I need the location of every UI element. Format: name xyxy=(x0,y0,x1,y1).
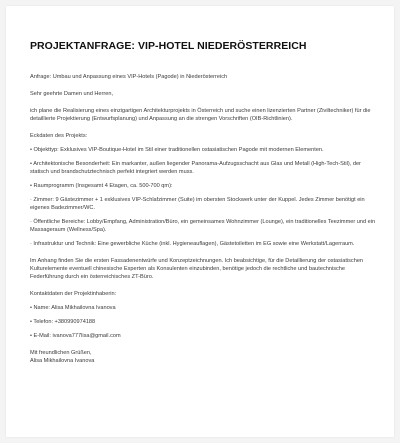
salutation: Sehr geehrte Damen und Herren, xyxy=(30,91,114,97)
key-data-item-architecture: • Architektonische Besonderheit: Ein markanter, außen liegender Panorama-Aufzugsschacht aus Glas und Metall (High-Tech-Stil), der statisch und brandschutztechnisch perfekt integriert werden muss. xyxy=(30,161,361,175)
key-data-heading: Eckdaten des Projekts: xyxy=(30,133,88,139)
contact-heading: Kontaktdaten der Projektinhaberin: xyxy=(30,291,117,297)
closing-paragraph: Im Anhang finden Sie die ersten Fassadenentwürfe und Konzeptzeichnungen. Ich beabsichtige, für die Detaillierung der ostasiatischen Kulturelemente eventuell chinesische Experten als Konsulenten einzubinden, benötige jedoch die rechtliche und bautechnische Federführung durch ein österreichisches ZT-Büro. xyxy=(30,258,364,280)
intro-paragraph: ich plane die Realisierung eines einzigartigen Architekturprojekts in Österreich und suche einen lizenzierten Partner (Ziviltechniker) für die detaillierte Projektierung (Entwurfsplanung) und Anpassung an die strengen Vorschriften (OIB-Richtlinien). xyxy=(30,108,371,122)
contact-phone: • Telefon: +380990974188 xyxy=(30,319,96,325)
document-sheet xyxy=(6,6,394,437)
key-data-item-rooms: · Zimmer: 9 Gästezimmer + 1 exklusives VIP-Schlafzimmer (Suite) im obersten Stockwerk unter der Kuppel. Jedes Zimmer benötigt ein eigenes Badezimmer/WC. xyxy=(30,197,365,211)
signoff: Mit freundlichen Grüßen, xyxy=(30,350,92,356)
contact-email[interactable]: • E-Mail: ivanova777lisa@gmail.com xyxy=(30,333,121,339)
key-data-item-infrastructure: · Infrastruktur und Technik: Eine gewerbliche Küche (inkl. Hygieneauflagen), Gästetoiletten im EG sowie eine Werkstatt/Lagerraum. xyxy=(30,241,355,247)
document-body xyxy=(30,40,380,365)
key-data-item-object-type: • Objekttyp: Exklusives VIP-Boutique-Hotel im Stil einer traditionellen ostasiatischen Pagode mit modernen Elementen. xyxy=(30,147,324,153)
key-data-item-space-program: • Raumprogramm (Insgesamt 4 Etagen, ca. 500-700 qm): xyxy=(30,183,173,189)
contact-name: • Name: Alisa Mikhailovna Ivanova xyxy=(30,305,116,311)
document-title: PROJEKTANFRAGE: VIP-HOTEL NIEDERÖSTERREICH xyxy=(30,40,307,52)
key-data-item-public-areas: · Öffentliche Bereiche: Lobby/Empfang, Administration/Büro, ein gemeinsames Wohnzimmer (Lounge), ein traditionelles Teezimmer und ein Massageraum (Wellness/Spa). xyxy=(30,219,376,233)
subject-line: Anfrage: Umbau und Anpassung eines VIP-Hotels (Pagode) in Niederösterreich xyxy=(30,74,228,80)
signature: Alisa Mikhailovna Ivanova xyxy=(30,358,95,364)
